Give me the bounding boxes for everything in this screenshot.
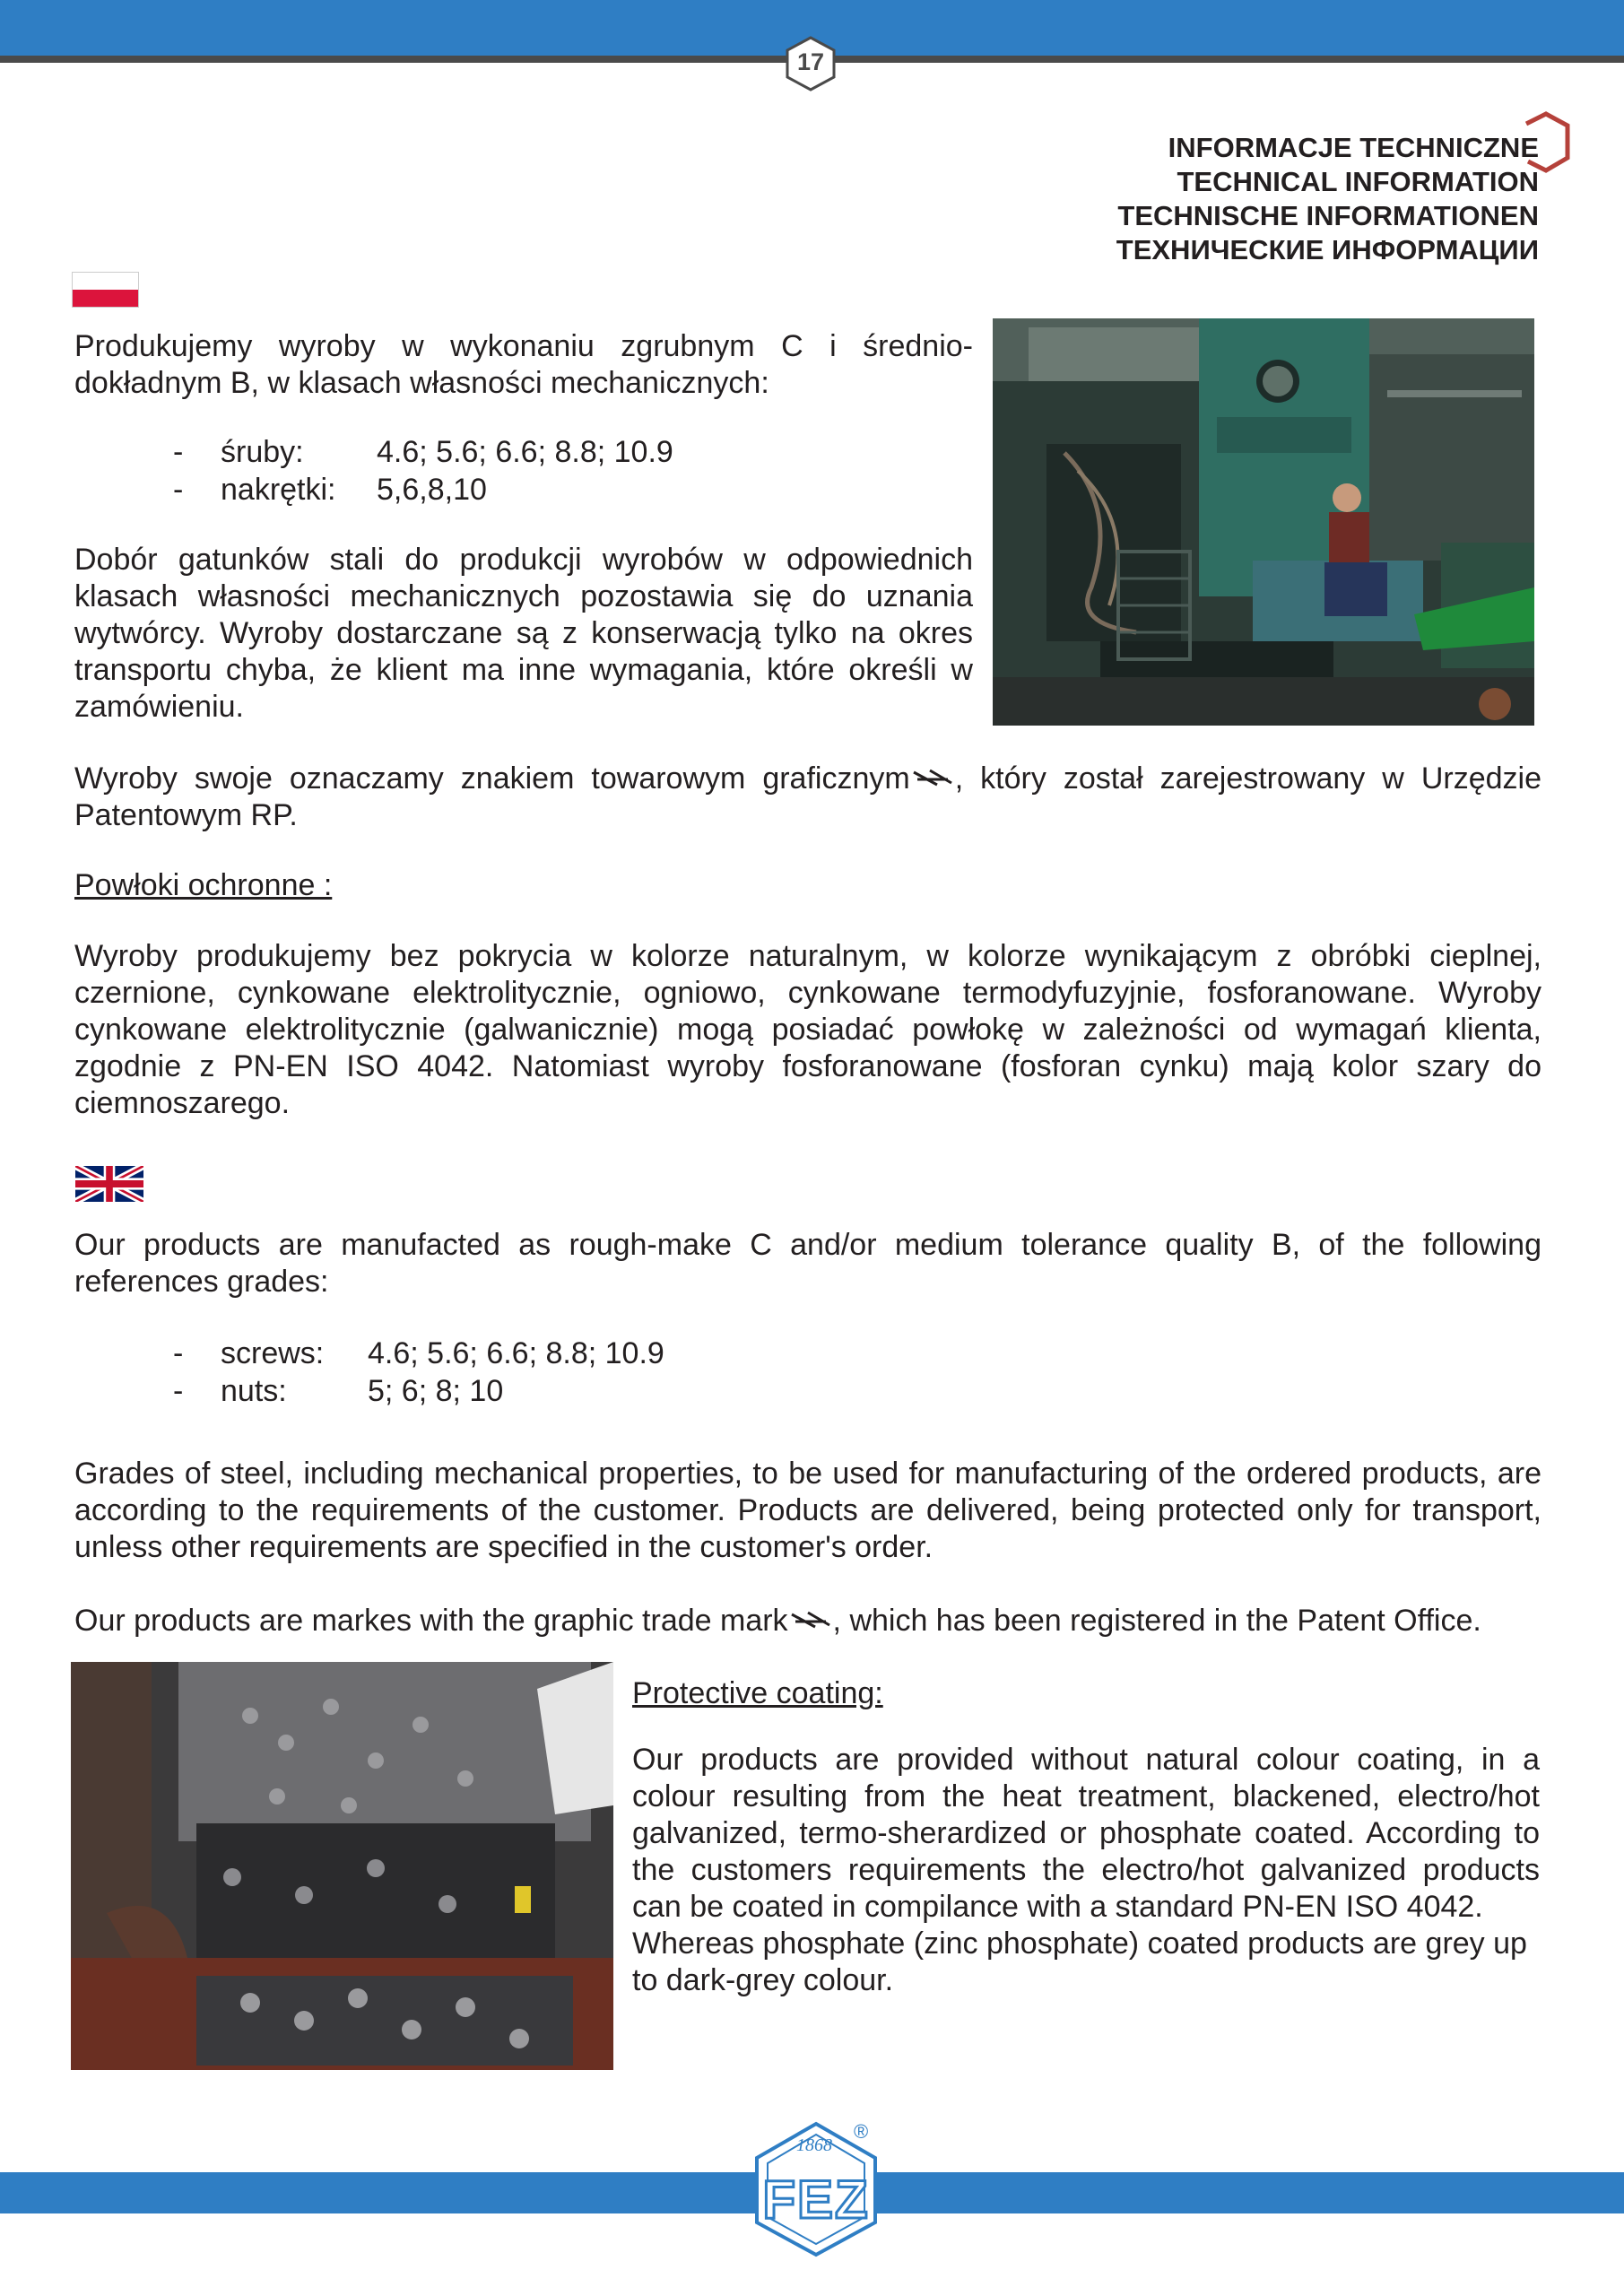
heading-de: TECHNISCHE INFORMATIONEN [1117, 200, 1539, 231]
pl-intro: Produkujemy wyroby w wykonaniu zgrubnym C i średnio-dokładnym B, w klasach własności mechanicznych: [74, 329, 973, 400]
en-coating-title: Protective coating: [632, 1676, 883, 1710]
heading-en: TECHNICAL INFORMATION [1177, 166, 1539, 197]
forging-press-photo [993, 318, 1534, 726]
logo-name: FEZ [762, 2170, 870, 2230]
heading-pl: INFORMACJE TECHNICZNE [1168, 132, 1539, 163]
nuts-bin-photo [71, 1662, 613, 2070]
page-number: 17 [796, 48, 825, 75]
en-grades-list [173, 1335, 664, 1410]
pl-trademark-text: Wyroby swoje oznaczamy znakiem towarowym graficznym , który został zarejestrowany w Urzędzie Patentowym RP. [74, 761, 1541, 832]
pl-coating-text: Wyroby produkujemy bez pokrycia w kolorze naturalnym, w kolorze wynikającym z obróbki cieplnej, czernione, cynkowane elektrolitycznie, ogniowo, cynkowane termodyfuzyjnie, fosforanowane. Wyroby cynkowane elektrolitycznie (galwanicznie) mogą posiadać powłokę w zależności od wymagań klienta, zgodnie z PN-EN ISO 4042. Natomiast wyroby fosforanowane (fosforan cynku) mają kolor szary do ciemnoszarego. [74, 939, 1541, 1120]
trademark-logo-icon [910, 767, 955, 790]
en-trademark-text: Our products are markes with the graphic trade mark , which has been registered in the Patent Office. [74, 1604, 1481, 1638]
section-heading [1116, 131, 1539, 267]
logo-year: 1868 [796, 2135, 832, 2155]
pl-steel-text: Dobór gatunków stali do produkcji wyrobów w odpowiednich klasach własności mechanicznych pozostawia się do uznania wytwórcy. Wyroby dostarczane są z konserwacją tylko na okres transportu chyba, że klient ma inne wymagania, które określi w zamówieniu. [74, 543, 973, 724]
en-coating-text: Our products are provided without natural colour coating, in a colour resulting from the heat treatment, blackened, electro/hot galvanized, termo-sherardized or phosphate coated. According to the customers requirements the electro/hot galvanized products can be coated in compilance with a standard PN-EN ISO 4042. Whereas phosphate (zinc phosphate) coated products are grey up to dark-grey colour. [632, 1743, 1540, 1997]
en-steel-text: Grades of steel, including mechanical properties, to be used for manufacturing of the ordered products, are according to the requirements of the customer. Products are delivered, being protected only for transport, unless other requirements are specified in the customer's order. [74, 1457, 1541, 1564]
heading-ru: ТЕХНИЧЕСКИЕ ИНФОРМАЦИИ [1116, 234, 1539, 265]
list-item: - śruby: 4.6; 5.6; 6.6; 8.8; 10.9 [173, 435, 673, 469]
list-item: - nuts: 5; 6; 8; 10 [173, 1374, 504, 1408]
list-item: - nakrętki: 5,6,8,10 [173, 473, 487, 507]
hexagon-accent-icon [1519, 111, 1573, 176]
en-intro: Our products are manufacted as rough-make C and/or medium tolerance quality B, of the following references grades: [74, 1228, 1541, 1299]
list-item: - screws: 4.6; 5.6; 6.6; 8.8; 10.9 [173, 1336, 664, 1370]
registered-mark: ® [854, 2120, 869, 2143]
polish-flag-icon [72, 272, 139, 308]
uk-flag-icon [75, 1166, 143, 1202]
pl-grades-list [173, 433, 673, 509]
trademark-logo-icon [788, 1609, 833, 1632]
pl-coating-title: Powłoki ochronne : [74, 868, 333, 902]
